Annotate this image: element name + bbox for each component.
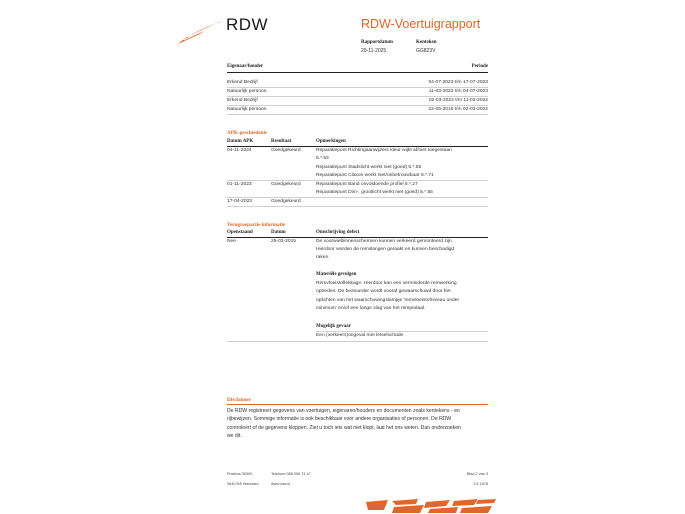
apk-section-title: APK-geschiedenis xyxy=(227,130,268,136)
owner-period: 02-03-2022 t/m 11-03-2022 xyxy=(428,98,488,103)
apk-result: Goedgekeurd xyxy=(271,182,301,187)
apk-result-col-header: Resultaat xyxy=(271,139,292,144)
owner-period: 22-05-2015 t/m 02-03-2022 xyxy=(428,107,488,112)
disclaimer-line: De RDW registreert gegevens van voertuigen, eigenaren/houders en documenten zoals kentekens - en xyxy=(227,408,460,414)
recall-date-col-header: Datum xyxy=(271,230,286,235)
rdw-logo-icon xyxy=(176,20,226,46)
possible-danger-text: Een (verkeers)ongeval met letselschade xyxy=(316,333,404,338)
recall-desc-line: Hierdoor worden de remslangen geraakt en kunnen beschadigd xyxy=(316,247,455,252)
recall-open: Nee xyxy=(227,239,236,244)
logo-text: RDW xyxy=(226,15,269,34)
material-line: optreden. De bestuurder wordt vooraf gewaarschuwd door het xyxy=(316,289,451,294)
recall-desc-col-header: Omschrijving defect xyxy=(316,230,360,235)
apk-date: 04-11-2024 xyxy=(227,148,252,153)
footer-city: 9640 RA Veendam xyxy=(227,482,259,486)
possible-danger-title: Mogelijk gevaar xyxy=(316,324,351,329)
apk-remark: Reparatiepunt Dim-, grootlicht werkt niet (goed) 5.*.55 xyxy=(316,190,433,195)
owner-name: Natuurlijk persoon xyxy=(227,89,267,94)
owner-col-header: Eigenaar/houder xyxy=(227,64,264,69)
footer-postbus: Postbus 30000 xyxy=(227,472,253,476)
owner-period: 04-07-2023 t/m 17-07-2023 xyxy=(428,80,488,85)
row-divider xyxy=(227,197,488,198)
footer-phone: Telefoon 088 008 74 47 xyxy=(271,472,311,476)
apk-remarks-col-header: Opmerkingen xyxy=(316,139,346,144)
apk-remark: Reparatiepunt Stadslicht werkt niet (goed) 5.*.55 xyxy=(316,165,422,170)
decorative-stripes-icon xyxy=(366,498,496,514)
apk-remark: Reparatiepunt Richtingaanwijzers kleur wijkt af/niet toegestaan xyxy=(316,148,452,153)
disclaimer-title: Disclaimer xyxy=(227,397,251,403)
disclaimer-rule xyxy=(227,404,488,405)
plate-value: GG823V xyxy=(416,48,436,54)
apk-date: 17-04-2023 xyxy=(227,199,253,204)
owners-header-rule xyxy=(227,72,488,73)
disclaimer-line: controleert of de gegevens kloppen. Ziet u toch iets wat niet klopt, laat het ons weten. Dan onderzoeken xyxy=(227,425,461,431)
recall-desc-line: De voorwielbinnenschermen kunnen verkeerd gemonteerd zijn. xyxy=(316,239,454,244)
recall-open-col-header: Openstaand xyxy=(227,230,253,235)
recall-desc-line: raken. xyxy=(316,255,330,260)
apk-remark: 5.*.53 xyxy=(316,156,329,161)
material-line: minimum' en/of een lange slag van het rempedaal. xyxy=(316,306,426,311)
disclaimer-line: we dit. xyxy=(227,433,242,439)
recall-section-title: Terugroepactie informatie xyxy=(227,222,286,228)
material-line: oplichten van het waarschuwingslampje 'remvloeistofniveau onder xyxy=(316,298,460,303)
owner-period: 11-03-2022 t/m 04-07-2023 xyxy=(428,89,488,94)
material-line: Remvloeistoflekkage. Hierdoor kan een verminderde remwerking xyxy=(316,281,457,286)
row-divider xyxy=(227,206,488,207)
period-col-header: Periode xyxy=(471,64,488,69)
footer-page-number: Blad 2 van 3 xyxy=(466,472,488,476)
row-divider xyxy=(227,341,488,342)
row-divider xyxy=(227,114,488,115)
plate-label: Kenteken xyxy=(416,40,437,45)
report-date-label: Rapportdatum xyxy=(361,40,393,45)
apk-result: Goedgekeurd xyxy=(271,199,301,204)
footer-code: 2.6 1878 xyxy=(473,482,488,486)
apk-date: 01-11-2023 xyxy=(227,182,252,187)
report-date-value: 20-11-2025 xyxy=(361,48,387,54)
apk-date-col-header: Datum APK xyxy=(227,139,254,144)
recall-date: 25-03-2015 xyxy=(271,239,297,244)
owner-name: Erkend Bedrijf xyxy=(227,98,258,103)
owner-name: Erkend Bedrijf xyxy=(227,80,258,85)
material-consequences-title: Materiële gevolgen xyxy=(316,272,357,277)
owner-name: Natuurlijk persoon xyxy=(227,107,267,112)
apk-remark: Reparatiepunt Band onvoldoende profiel 5.*.27 xyxy=(316,182,418,187)
apk-remark: Reparatiepunt Claxon werkt niet/onbetrouwbaar 5.*.71 xyxy=(316,173,434,178)
disclaimer-line: rijbewijzen. Sommige informatie is ook beschikbaar voor andere organisaties of personen. De RDW xyxy=(227,416,452,422)
page-title: RDW-Voertuigrapport xyxy=(361,17,481,31)
footer-web[interactable]: www.rdw.nl xyxy=(271,482,290,486)
apk-result: Goedgekeurd xyxy=(271,148,301,153)
